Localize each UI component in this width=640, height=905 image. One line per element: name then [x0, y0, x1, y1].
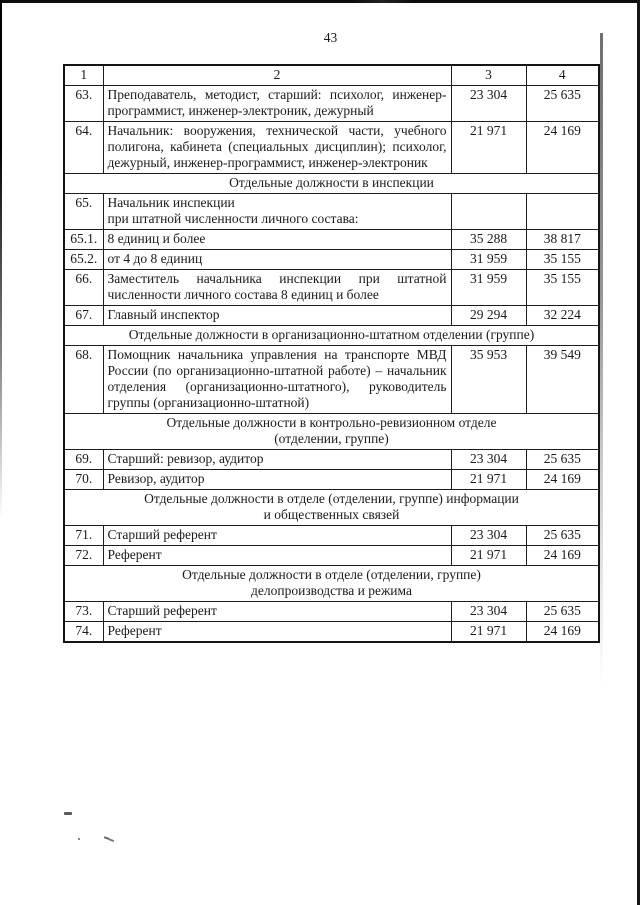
scan-artifact-speck [64, 812, 72, 815]
row-number-cell: 67. [64, 306, 103, 326]
salary-value-cell-col4: 25 635 [526, 450, 599, 470]
position-title-cell: Старший референт [103, 526, 451, 546]
table-row [64, 250, 599, 270]
scan-artifact-top-edge [0, 0, 637, 3]
row-number-cell: 72. [64, 546, 103, 566]
table-row [64, 546, 599, 566]
row-number-cell: 73. [64, 602, 103, 622]
table-row [64, 602, 599, 622]
table-row [64, 122, 599, 174]
salary-value-cell-col3: 21 971 [451, 546, 526, 566]
row-number-cell: 64. [64, 122, 103, 174]
column-header: 2 [103, 65, 451, 86]
column-header: 3 [451, 65, 526, 86]
scan-artifact-left-edge [0, 0, 2, 520]
position-title-cell: Референт [103, 622, 451, 643]
row-number-cell: 69. [64, 450, 103, 470]
section-header-line: делопроизводства и режима [251, 583, 412, 598]
salary-value-cell-col4 [526, 194, 599, 230]
section-header-row [64, 414, 599, 450]
salary-value-cell-col4: 25 635 [526, 602, 599, 622]
salary-value-cell-col3: 23 304 [451, 526, 526, 546]
section-header-row [64, 566, 599, 602]
salary-value-cell-col3: 35 288 [451, 230, 526, 250]
scan-artifact-speck [78, 838, 80, 840]
table-row [64, 270, 599, 306]
page-number: 43 [323, 30, 338, 45]
section-header-row [64, 326, 599, 346]
table-row [64, 526, 599, 546]
salary-value-cell-col3: 31 959 [451, 270, 526, 306]
salary-value-cell-col4: 24 169 [526, 622, 599, 643]
position-title-cell: Заместитель начальника инспекции при штатной численности личного состава 8 единиц и более [103, 270, 451, 306]
scan-artifact-speck [104, 837, 114, 842]
row-number-cell: 68. [64, 346, 103, 414]
table-row [64, 470, 599, 490]
section-header-line: Отдельные должности в контрольно-ревизионном отделе [166, 415, 497, 430]
salary-value-cell-col4: 24 169 [526, 122, 599, 174]
section-header-line: и общественных связей [263, 507, 400, 522]
table-row [64, 450, 599, 470]
table-row [64, 346, 599, 414]
section-header-line: Отдельные должности в инспекции [229, 175, 434, 190]
salary-value-cell-col3: 23 304 [451, 86, 526, 122]
section-header-cell [64, 174, 599, 194]
row-number-cell: 65. [64, 194, 103, 230]
position-title-line: при штатной численности личного состава: [107, 211, 359, 226]
salary-value-cell-col3: 35 953 [451, 346, 526, 414]
salary-value-cell-col3: 31 959 [451, 250, 526, 270]
position-title-cell: Старший: ревизор, аудитор [103, 450, 451, 470]
salary-value-cell-col4: 35 155 [526, 270, 599, 306]
position-title-cell: 8 единиц и более [103, 230, 451, 250]
table-row [64, 86, 599, 122]
position-title-cell: Преподаватель, методист, старший: психолог, инженер-программист, инженер-электроник, дежурный [103, 86, 451, 122]
column-header: 1 [64, 65, 103, 86]
row-number-cell: 74. [64, 622, 103, 643]
table-row [64, 622, 599, 643]
position-title-cell: Ревизор, аудитор [103, 470, 451, 490]
row-number-cell: 65.2. [64, 250, 103, 270]
position-title-cell [103, 194, 451, 230]
section-header-row [64, 174, 599, 194]
row-number-cell: 71. [64, 526, 103, 546]
position-title-cell: от 4 до 8 единиц [103, 250, 451, 270]
position-title-cell: Референт [103, 546, 451, 566]
section-header-line: Отдельные должности в отделе (отделении, группе) информации [144, 491, 519, 506]
position-title-cell: Старший референт [103, 602, 451, 622]
scan-artifact-fold-shadow [600, 33, 603, 688]
salary-value-cell-col4: 25 635 [526, 86, 599, 122]
salary-value-cell-col3: 21 971 [451, 470, 526, 490]
salary-value-cell-col3: 21 971 [451, 622, 526, 643]
row-number-cell: 70. [64, 470, 103, 490]
salary-value-cell-col4: 24 169 [526, 470, 599, 490]
salary-value-cell-col3 [451, 194, 526, 230]
position-title-cell: Главный инспектор [103, 306, 451, 326]
position-title-line: Начальник инспекции [107, 195, 235, 210]
salary-value-cell-col4: 35 155 [526, 250, 599, 270]
table-row [64, 230, 599, 250]
salary-value-cell-col4: 39 549 [526, 346, 599, 414]
section-header-row [64, 490, 599, 526]
section-header-cell [64, 326, 599, 346]
salary-value-cell-col4: 25 635 [526, 526, 599, 546]
section-header-cell [64, 414, 599, 450]
salary-value-cell-col3: 23 304 [451, 450, 526, 470]
salary-value-cell-col4: 24 169 [526, 546, 599, 566]
salary-value-cell-col4: 32 224 [526, 306, 599, 326]
section-header-line: Отдельные должности в отделе (отделении, группе) [182, 567, 481, 582]
row-number-cell: 63. [64, 86, 103, 122]
salary-positions-table [63, 64, 600, 643]
section-header-line: (отделении, группе) [274, 431, 389, 446]
column-header-row [64, 65, 599, 86]
salary-value-cell-col3: 21 971 [451, 122, 526, 174]
row-number-cell: 66. [64, 270, 103, 306]
position-title-cell: Начальник: вооружения, технической части, учебного полигона, кабинета (специальных дисциплин); психолог, дежурный, инженер-программист, инженер-электроник [103, 122, 451, 174]
section-header-cell [64, 490, 599, 526]
table-row [64, 306, 599, 326]
salary-value-cell-col3: 23 304 [451, 602, 526, 622]
column-header: 4 [526, 65, 599, 86]
salary-value-cell-col3: 29 294 [451, 306, 526, 326]
section-header-cell [64, 566, 599, 602]
table-row [64, 194, 599, 230]
section-header-line: Отдельные должности в организационно-штатном отделении (группе) [128, 327, 535, 342]
salary-value-cell-col4: 38 817 [526, 230, 599, 250]
position-title-cell: Помощник начальника управления на транспорте МВД России (по организационно-штатной работе) – начальник отделения (организационно-штатного), руководитель группы (организационно-штатной) [103, 346, 451, 414]
row-number-cell: 65.1. [64, 230, 103, 250]
